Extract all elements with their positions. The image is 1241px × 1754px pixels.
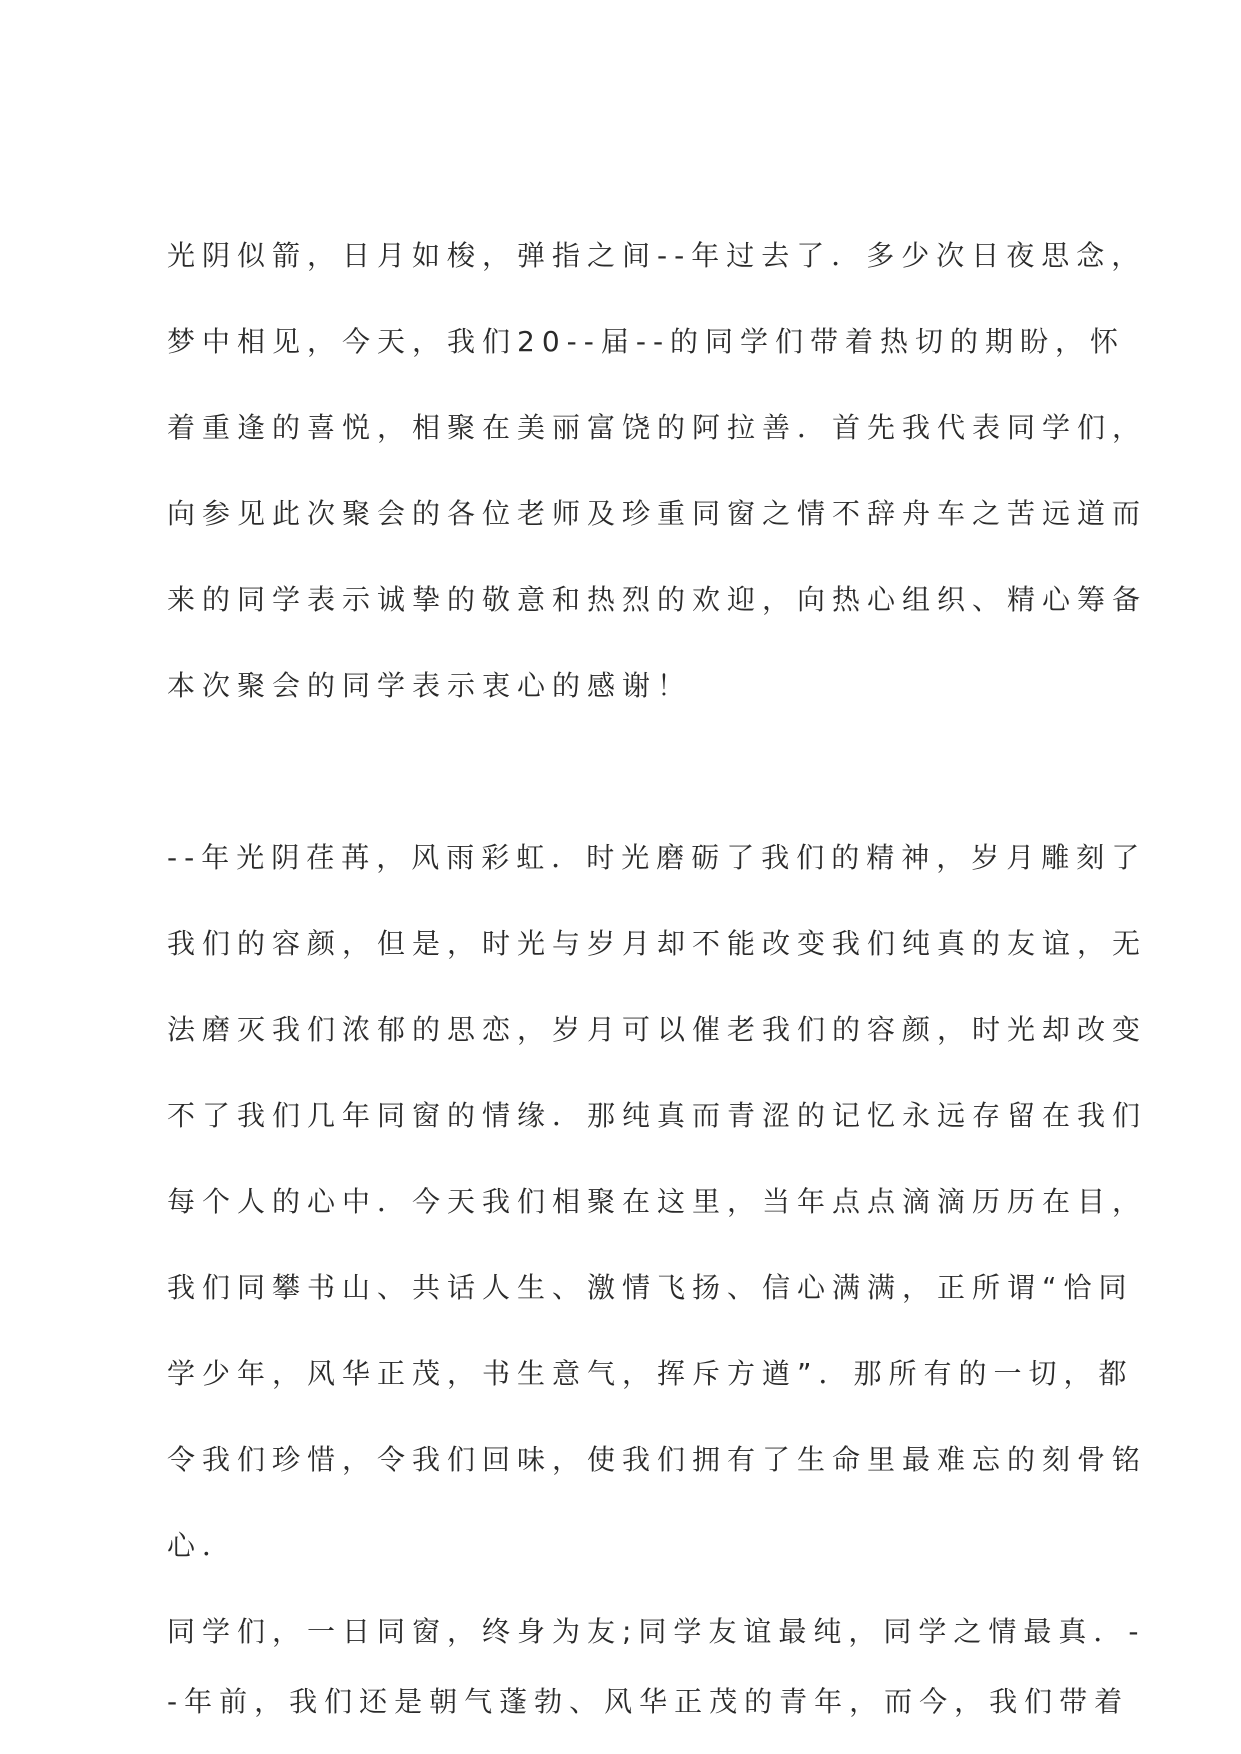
text-line: 本次聚会的同学表示衷心的感谢！ — [167, 669, 693, 702]
text-line: 令我们珍惜，令我们回味，使我们拥有了生命里最难忘的刻骨铭 — [167, 1443, 1148, 1476]
text-line: --年光阴荏苒，风雨彩虹．时光磨砺了我们的精神，岁月雕刻了 — [167, 841, 1147, 874]
text-line: 光阴似箭，日月如梭，弹指之间--年过去了．多少次日夜思念， — [167, 239, 1147, 272]
text-line: 向参见此次聚会的各位老师及珍重同窗之情不辞舟车之苦远道而 — [167, 497, 1148, 530]
text-line: 心． — [167, 1529, 238, 1562]
text-line: 我们同攀书山、共话人生、激情飞扬、信心满满，正所谓“恰同 — [167, 1271, 1134, 1304]
text-line: 每个人的心中．今天我们相聚在这里，当年点点滴滴历历在目， — [167, 1185, 1148, 1218]
text-line: 梦中相见，今天，我们20--届--的同学们带着热切的期盼，怀 — [167, 325, 1126, 358]
text-line: 同学们，一日同窗，终身为友;同学友谊最纯，同学之情最真．- — [167, 1615, 1146, 1648]
text-line: 来的同学表示诚挚的敬意和热烈的欢迎，向热心组织、精心筹备 — [167, 583, 1148, 616]
text-line: -年前，我们还是朝气蓬勃、风华正茂的青年，而今，我们带着 — [167, 1685, 1130, 1718]
text-line: 我们的容颜，但是，时光与岁月却不能改变我们纯真的友谊，无 — [167, 927, 1148, 960]
text-line: 着重逢的喜悦，相聚在美丽富饶的阿拉善．首先我代表同学们， — [167, 411, 1148, 444]
text-line: 学少年，风华正茂，书生意气，挥斥方遒”．那所有的一切，都 — [167, 1357, 1134, 1390]
text-line: 法磨灭我们浓郁的思恋，岁月可以催老我们的容颜，时光却改变 — [167, 1013, 1148, 1046]
text-line: 不了我们几年同窗的情缘．那纯真而青涩的记忆永远存留在我们 — [167, 1099, 1148, 1132]
